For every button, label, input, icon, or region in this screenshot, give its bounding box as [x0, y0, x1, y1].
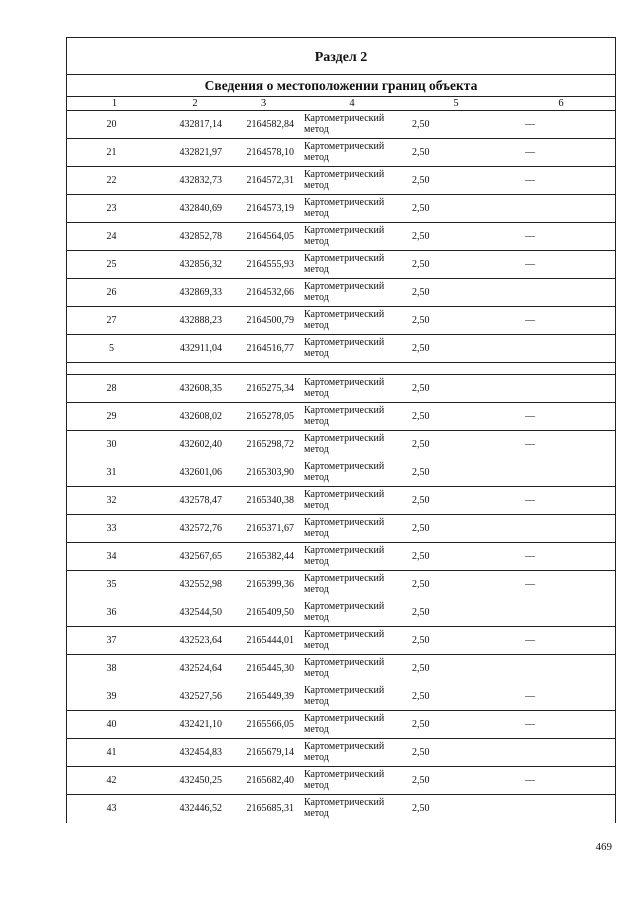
method-cell: Картометрический метод [304, 657, 385, 679]
accuracy-cell: 2,50 [412, 803, 430, 814]
column-number: 2 [192, 98, 198, 109]
note-cell: — [525, 775, 535, 786]
table-row [67, 543, 615, 571]
group-gap-row [67, 363, 615, 375]
note-cell [507, 739, 615, 766]
method-cell: Картометрический метод [304, 741, 385, 763]
table-row [67, 195, 615, 223]
x-coordinate-cell: 432446,52 [179, 803, 222, 814]
note-cell: — [525, 315, 535, 326]
table-row [67, 515, 615, 543]
y-coordinate-cell: 2165298,72 [246, 439, 294, 450]
y-coordinate-cell: 2164564,05 [246, 231, 294, 242]
note-cell [507, 655, 615, 683]
y-coordinate-cell: 2165382,44 [246, 551, 294, 562]
y-coordinate-cell: 2165685,31 [246, 803, 294, 814]
method-cell: Картометрический метод [304, 337, 385, 359]
table-row [67, 251, 615, 279]
accuracy-cell: 2,50 [412, 607, 430, 618]
y-coordinate-cell: 2164582,84 [246, 119, 294, 130]
y-coordinate-cell: 2165340,38 [246, 495, 294, 506]
note-cell [507, 515, 615, 542]
section-title: Раздел 2 [67, 37, 615, 75]
accuracy-cell: 2,50 [412, 635, 430, 646]
y-coordinate-cell: 2165278,05 [246, 411, 294, 422]
x-coordinate-cell: 432869,33 [179, 287, 222, 298]
x-coordinate-cell: 432840,69 [179, 203, 222, 214]
method-cell: Картометрический метод [304, 141, 385, 163]
x-coordinate-cell: 432544,50 [179, 607, 222, 618]
x-coordinate-cell: 432454,83 [179, 747, 222, 758]
accuracy-cell: 2,50 [412, 231, 430, 242]
column-number: 1 [111, 98, 118, 109]
point-number-cell: 36 [106, 607, 117, 618]
note-cell: — [525, 175, 535, 186]
accuracy-cell: 2,50 [412, 551, 430, 562]
note-cell: — [525, 231, 535, 242]
point-number-cell: 22 [106, 175, 117, 186]
y-coordinate-cell: 2165371,67 [246, 523, 294, 534]
note-cell: — [525, 495, 535, 506]
y-coordinate-cell: 2164516,77 [246, 343, 294, 354]
y-coordinate-cell: 2165409,50 [246, 607, 294, 618]
accuracy-cell: 2,50 [412, 495, 430, 506]
point-number-cell: 25 [106, 259, 117, 270]
accuracy-cell: 2,50 [412, 343, 430, 354]
method-cell: Картометрический метод [304, 685, 385, 707]
table-row [67, 711, 615, 739]
x-coordinate-cell: 432856,32 [179, 259, 222, 270]
y-coordinate-cell: 2164555,93 [246, 259, 294, 270]
table-row [67, 739, 615, 767]
y-coordinate-cell: 2165275,34 [246, 383, 294, 394]
column-number: 3 [260, 98, 267, 109]
method-cell: Картометрический метод [304, 169, 385, 191]
table-row [67, 403, 615, 431]
note-cell: — [525, 579, 535, 590]
x-coordinate-cell: 432421,10 [179, 719, 222, 730]
point-number-cell: 24 [106, 231, 117, 242]
table-row [67, 279, 615, 307]
point-number-cell: 43 [106, 803, 117, 814]
note-cell [507, 599, 615, 626]
x-coordinate-cell: 432523,64 [179, 635, 222, 646]
table-row [67, 599, 615, 627]
table-row [67, 571, 615, 599]
table-row [67, 655, 615, 683]
y-coordinate-cell: 2165566,05 [246, 719, 294, 730]
y-coordinate-cell: 2165682,40 [246, 775, 294, 786]
boundary-table [66, 37, 616, 823]
x-coordinate-cell: 432552,98 [179, 579, 222, 590]
accuracy-cell: 2,50 [412, 315, 430, 326]
table-row [67, 167, 615, 195]
accuracy-cell: 2,50 [412, 579, 430, 590]
row-group-1 [67, 111, 615, 363]
note-cell: — [525, 691, 535, 702]
note-cell: — [525, 259, 535, 270]
method-cell: Картометрический метод [304, 629, 385, 651]
y-coordinate-cell: 2164572,31 [246, 175, 294, 186]
table-row [67, 683, 615, 711]
note-cell [507, 795, 615, 823]
table-row [67, 223, 615, 251]
row-group-2 [67, 375, 615, 823]
method-cell: Картометрический метод [304, 225, 385, 247]
page-number: 469 [595, 841, 612, 853]
accuracy-cell: 2,50 [412, 411, 430, 422]
table-row [67, 307, 615, 335]
note-cell: — [525, 635, 535, 646]
x-coordinate-cell: 432817,14 [179, 119, 222, 130]
accuracy-cell: 2,50 [412, 439, 430, 450]
point-number-cell: 23 [106, 203, 117, 214]
x-coordinate-cell: 432527,56 [179, 691, 222, 702]
point-number-cell: 26 [106, 287, 117, 298]
accuracy-cell: 2,50 [412, 775, 430, 786]
method-cell: Картометрический метод [304, 309, 385, 331]
method-cell: Картометрический метод [304, 601, 385, 623]
table-row [67, 767, 615, 795]
x-coordinate-cell: 432821,97 [179, 147, 222, 158]
point-number-cell: 39 [106, 691, 117, 702]
y-coordinate-cell: 2165303,90 [246, 467, 294, 478]
method-cell: Картометрический метод [304, 113, 385, 135]
accuracy-cell: 2,50 [412, 663, 430, 674]
column-number: 6 [558, 98, 564, 109]
accuracy-cell: 2,50 [412, 175, 430, 186]
x-coordinate-cell: 432450,25 [179, 775, 222, 786]
point-number-cell: 21 [106, 147, 117, 158]
accuracy-cell: 2,50 [412, 719, 430, 730]
y-coordinate-cell: 2165449,39 [246, 691, 294, 702]
y-coordinate-cell: 2164532,66 [246, 287, 294, 298]
point-number-cell: 37 [106, 635, 117, 646]
x-coordinate-cell: 432888,23 [179, 315, 222, 326]
x-coordinate-cell: 432602,40 [179, 439, 222, 450]
point-number-cell: 32 [106, 495, 117, 506]
note-cell [507, 335, 615, 362]
note-cell [507, 195, 615, 222]
point-number-cell: 40 [106, 719, 117, 730]
method-cell: Картометрический метод [304, 797, 385, 819]
point-number-cell: 27 [106, 315, 117, 326]
point-number-cell: 20 [106, 119, 117, 130]
point-number-cell: 28 [106, 383, 117, 394]
note-cell: — [525, 411, 535, 422]
x-coordinate-cell: 432608,35 [179, 383, 222, 394]
accuracy-cell: 2,50 [412, 747, 430, 758]
accuracy-cell: 2,50 [412, 119, 430, 130]
table-row [67, 627, 615, 655]
x-coordinate-cell: 432572,76 [179, 523, 222, 534]
accuracy-cell: 2,50 [412, 259, 430, 270]
point-number-cell: 31 [106, 467, 117, 478]
column-number: 4 [349, 98, 355, 109]
point-number-cell: 38 [106, 663, 117, 674]
x-coordinate-cell: 432601,06 [179, 467, 222, 478]
y-coordinate-cell: 2164578,10 [246, 147, 294, 158]
x-coordinate-cell: 432832,73 [179, 175, 222, 186]
method-cell: Картометрический метод [304, 377, 385, 399]
table-row [67, 487, 615, 515]
point-number-cell: 41 [106, 747, 117, 758]
table-row [67, 795, 615, 823]
note-cell: — [525, 439, 535, 450]
accuracy-cell: 2,50 [412, 383, 430, 394]
method-cell: Картометрический метод [304, 769, 385, 791]
method-cell: Картометрический метод [304, 405, 385, 427]
x-coordinate-cell: 432911,04 [179, 343, 222, 354]
table-row [67, 459, 615, 487]
note-cell: — [525, 719, 535, 730]
note-cell: — [525, 551, 535, 562]
accuracy-cell: 2,50 [412, 523, 430, 534]
method-cell: Картометрический метод [304, 461, 385, 483]
accuracy-cell: 2,50 [412, 467, 430, 478]
accuracy-cell: 2,50 [412, 691, 430, 702]
accuracy-cell: 2,50 [412, 203, 430, 214]
x-coordinate-cell: 432567,65 [179, 551, 222, 562]
y-coordinate-cell: 2165399,36 [246, 579, 294, 590]
column-number: 5 [453, 98, 459, 109]
point-number-cell: 34 [106, 551, 117, 562]
method-cell: Картометрический метод [304, 573, 385, 595]
x-coordinate-cell: 432524,64 [179, 663, 222, 674]
y-coordinate-cell: 2164500,79 [246, 315, 294, 326]
x-coordinate-cell: 432608,02 [179, 411, 222, 422]
x-coordinate-cell: 432852,78 [179, 231, 222, 242]
table-row [67, 375, 615, 403]
note-cell: — [525, 147, 535, 158]
method-cell: Картометрический метод [304, 433, 385, 455]
method-cell: Картометрический метод [304, 489, 385, 511]
y-coordinate-cell: 2165679,14 [246, 747, 294, 758]
y-coordinate-cell: 2165444,01 [246, 635, 294, 646]
point-number-cell: 42 [106, 775, 117, 786]
method-cell: Картометрический метод [304, 253, 385, 275]
method-cell: Картометрический метод [304, 197, 385, 219]
table-row [67, 431, 615, 459]
accuracy-cell: 2,50 [412, 287, 430, 298]
x-coordinate-cell: 432578,47 [179, 495, 222, 506]
point-number-cell: 33 [106, 523, 117, 534]
table-row [67, 111, 615, 139]
column-number-row [67, 97, 615, 111]
point-number-cell: 30 [106, 439, 117, 450]
y-coordinate-cell: 2165445,30 [246, 663, 294, 674]
table-row [67, 139, 615, 167]
method-cell: Картометрический метод [304, 545, 385, 567]
accuracy-cell: 2,50 [412, 147, 430, 158]
note-cell: — [525, 119, 535, 130]
note-cell [507, 279, 615, 306]
point-number-cell: 29 [106, 411, 117, 422]
note-cell [507, 459, 615, 486]
note-cell [507, 375, 615, 402]
point-number-cell: 5 [109, 343, 114, 354]
table-subtitle: Сведения о местоположении границ объекта [67, 75, 615, 97]
method-cell: Картометрический метод [304, 713, 385, 735]
method-cell: Картометрический метод [304, 517, 385, 539]
y-coordinate-cell: 2164573,19 [246, 203, 294, 214]
table-row [67, 335, 615, 363]
method-cell: Картометрический метод [304, 281, 385, 303]
point-number-cell: 35 [106, 579, 117, 590]
